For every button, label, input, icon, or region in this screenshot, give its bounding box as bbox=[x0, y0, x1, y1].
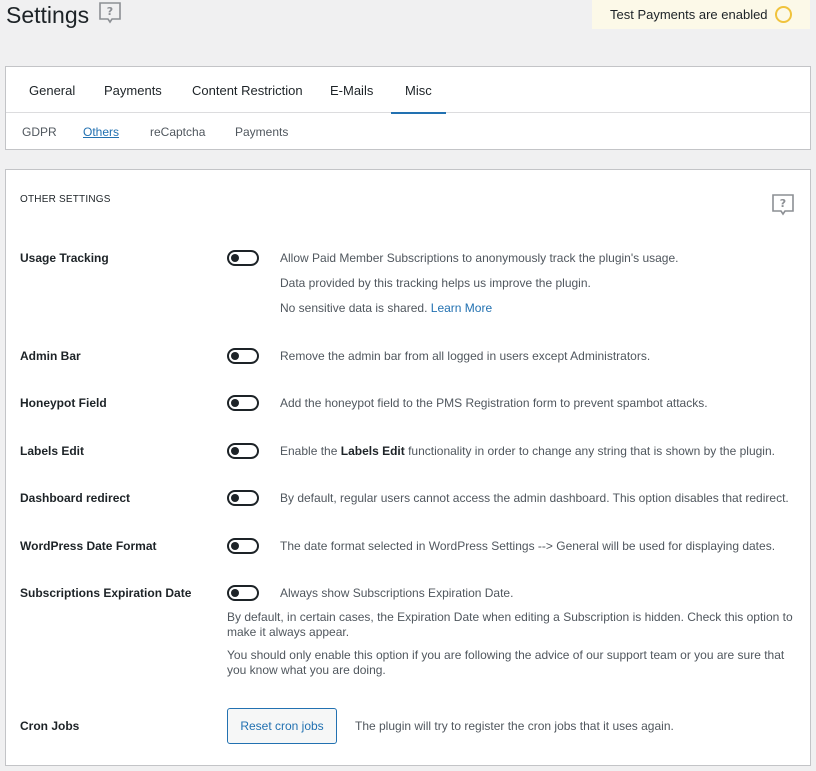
reset-cron-jobs-button[interactable]: Reset cron jobs bbox=[227, 708, 337, 744]
usage-tracking-desc-2: Data provided by this tracking helps us improve the plugin. bbox=[280, 276, 591, 290]
wp-date-format-label: WordPress Date Format bbox=[20, 539, 157, 553]
labels-edit-label: Labels Edit bbox=[20, 444, 85, 458]
sub-expiration-desc: Always show Subscriptions Expiration Date. bbox=[280, 586, 514, 600]
question-bubble-icon[interactable] bbox=[99, 2, 121, 26]
labels-edit-desc-after: functionality in order to change any string that is shown by the plugin. bbox=[408, 444, 775, 458]
admin-bar-toggle[interactable] bbox=[227, 348, 259, 364]
admin-bar-desc: Remove the admin bar from all logged in users except Administrators. bbox=[280, 349, 651, 363]
labels-edit-desc-before: Enable the bbox=[280, 444, 338, 458]
labels-edit-desc-bold: Labels Edit bbox=[340, 444, 405, 458]
admin-bar-label: Admin Bar bbox=[20, 349, 81, 363]
honeypot-desc: Add the honeypot field to the PMS Registration form to prevent spambot attacks. bbox=[280, 396, 708, 410]
labels-edit-desc bbox=[280, 444, 775, 458]
labels-edit-toggle[interactable] bbox=[227, 443, 259, 459]
honeypot-label: Honeypot Field bbox=[20, 396, 107, 410]
wp-date-format-desc: The date format selected in WordPress Settings --> General will be used for displaying dates. bbox=[280, 539, 776, 553]
question-bubble-icon[interactable] bbox=[772, 194, 794, 218]
sub-expiration-note-1: By default, in certain cases, the Expiration Date when editing a Subscription is hidden. Check this option to make it always appear. bbox=[227, 610, 793, 639]
tab-content-restriction[interactable]: Content Restriction bbox=[192, 83, 303, 98]
dashboard-redirect-label: Dashboard redirect bbox=[20, 491, 131, 505]
sub-expiration-note-2: You should only enable this option if you are following the advice of our support team or you are sure that you know what you are doing. bbox=[227, 648, 785, 677]
subtab-payments[interactable]: Payments bbox=[235, 125, 289, 139]
main-tabs-row bbox=[6, 67, 810, 113]
test-payments-badge bbox=[592, 0, 810, 29]
usage-tracking-desc-1: Allow Paid Member Subscriptions to anonymously track the plugin's usage. bbox=[280, 251, 679, 265]
usage-tracking-label: Usage Tracking bbox=[20, 251, 109, 265]
tab-payments[interactable]: Payments bbox=[104, 83, 162, 98]
subtab-recaptcha[interactable]: reCaptcha bbox=[150, 125, 206, 139]
page-title: Settings bbox=[6, 2, 90, 28]
svg-text:?: ? bbox=[106, 5, 114, 18]
usage-tracking-desc-3 bbox=[280, 301, 492, 315]
test-payments-text: Test Payments are enabled bbox=[610, 7, 768, 22]
status-ring-icon bbox=[775, 6, 792, 23]
sub-expiration-label: Subscriptions Expiration Date bbox=[20, 586, 192, 600]
tab-emails[interactable]: E-Mails bbox=[330, 83, 374, 98]
subtab-others[interactable]: Others bbox=[83, 125, 120, 139]
dashboard-redirect-desc: By default, regular users cannot access the admin dashboard. This option disables that redirect. bbox=[280, 491, 789, 505]
other-settings-panel bbox=[5, 169, 811, 766]
usage-tracking-toggle[interactable] bbox=[227, 250, 259, 266]
dashboard-redirect-toggle[interactable] bbox=[227, 490, 259, 506]
cron-jobs-desc: The plugin will try to register the cron jobs that it uses again. bbox=[355, 719, 674, 733]
learn-more-link[interactable]: Learn More bbox=[430, 301, 493, 315]
svg-text:?: ? bbox=[779, 197, 787, 210]
section-title: OTHER SETTINGS bbox=[20, 194, 111, 205]
settings-tabs bbox=[5, 66, 811, 150]
tab-general[interactable]: General bbox=[29, 83, 76, 98]
usage-tracking-desc-text: No sensitive data is shared. bbox=[280, 301, 428, 315]
tab-misc[interactable]: Misc bbox=[405, 83, 432, 98]
subtab-gdpr[interactable]: GDPR bbox=[22, 125, 57, 139]
cron-jobs-label: Cron Jobs bbox=[20, 719, 80, 733]
wp-date-format-toggle[interactable] bbox=[227, 538, 259, 554]
honeypot-toggle[interactable] bbox=[227, 395, 259, 411]
sub-expiration-toggle[interactable] bbox=[227, 585, 259, 601]
